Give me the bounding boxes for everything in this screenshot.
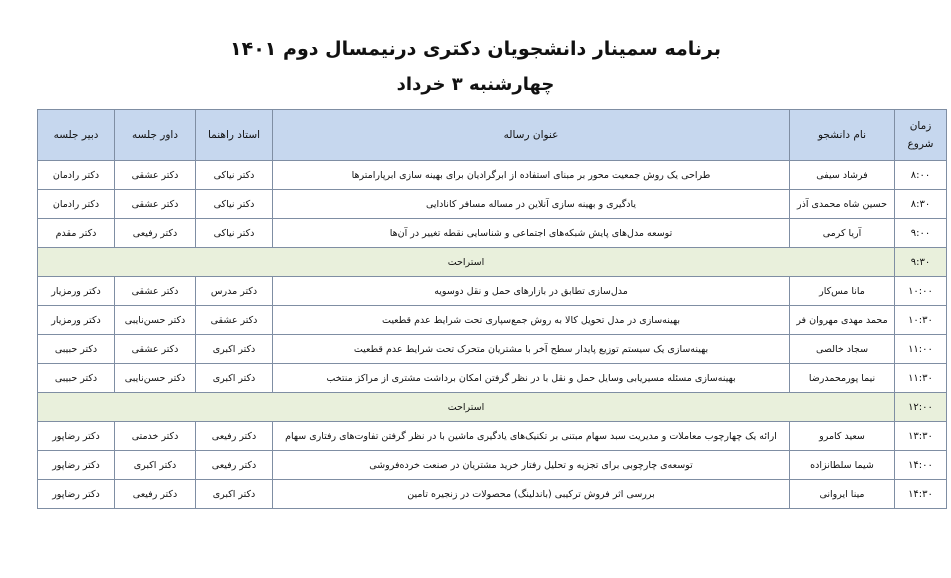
secretary-cell: دکتر مقدم	[38, 219, 115, 248]
referee-cell: دکتر اکبری	[115, 451, 196, 480]
table-row	[38, 422, 947, 451]
start-time-cell: ۱۰:۳۰	[895, 306, 947, 335]
student-cell: نیما پورمحمدرضا	[790, 364, 895, 393]
advisor-cell: دکتر نیاکی	[196, 190, 273, 219]
student-cell: حسین شاه محمدی آذر	[790, 190, 895, 219]
referee-cell: دکتر عشقی	[115, 277, 196, 306]
start-time-cell: ۹:۰۰	[895, 219, 947, 248]
advisor-cell: دکتر مدرس	[196, 277, 273, 306]
start-time-cell: ۸:۰۰	[895, 161, 947, 190]
table-body	[38, 161, 947, 509]
start-time-cell: ۱۱:۳۰	[895, 364, 947, 393]
thesis-cell: توسعه مدل‌های پایش شبکه‌های اجتماعی و شناسایی نقطه تغییر در آن‌ها	[273, 219, 790, 248]
secretary-cell: دکتر رادمان	[38, 161, 115, 190]
start-time-cell: ۱۱:۰۰	[895, 335, 947, 364]
seminar-schedule-table	[37, 109, 947, 509]
referee-cell: دکتر رفیعی	[115, 219, 196, 248]
column-header-advisor: استاد راهنما	[196, 110, 273, 161]
referee-cell: دکتر خدمتی	[115, 422, 196, 451]
table-row	[38, 219, 947, 248]
column-header-referee: داور جلسه	[115, 110, 196, 161]
referee-cell: دکتر رفیعی	[115, 480, 196, 509]
advisor-cell: دکتر اکبری	[196, 364, 273, 393]
advisor-cell: دکتر نیاکی	[196, 219, 273, 248]
start-time-cell: ۸:۳۰	[895, 190, 947, 219]
thesis-cell: توسعه‌ی چارچوبی برای تجزیه و تحلیل رفتار خرید مشتریان در صنعت خرده‌فروشی	[273, 451, 790, 480]
break-row	[38, 393, 947, 422]
advisor-cell: دکتر رفیعی	[196, 451, 273, 480]
secretary-cell: دکتر رضاپور	[38, 480, 115, 509]
referee-cell: دکتر حسن‌نایبی	[115, 306, 196, 335]
student-cell: شیما سلطانزاده	[790, 451, 895, 480]
student-cell: مانا مس‌کار	[790, 277, 895, 306]
start-time-cell: ۱۴:۰۰	[895, 451, 947, 480]
table-row	[38, 306, 947, 335]
secretary-cell: دکتر رضاپور	[38, 451, 115, 480]
break-label-cell: استراحت	[38, 393, 895, 422]
student-cell: سعید کامرو	[790, 422, 895, 451]
secretary-cell: دکتر ورمزیار	[38, 277, 115, 306]
secretary-cell: دکتر حبیبی	[38, 364, 115, 393]
referee-cell: دکتر عشقی	[115, 335, 196, 364]
thesis-cell: ارائه یک چهارچوب معاملات و مدیریت سبد سهام مبتنی بر تکنیک‌های یادگیری ماشین با در نظر گرفتن تفاوت‌های رفتاری سهام	[273, 422, 790, 451]
thesis-cell: مدل‌سازی تطابق در بازارهای حمل و نقل دوسویه	[273, 277, 790, 306]
student-cell: مینا ایروانی	[790, 480, 895, 509]
thesis-cell: بهینه‌سازی مسئله مسیریابی وسایل حمل و نقل با در نظر گرفتن امکان برداشت مشتری از مراکز منتخب	[273, 364, 790, 393]
page-subtitle: چهارشنبه ۳ خرداد	[396, 74, 555, 95]
referee-cell: دکتر عشقی	[115, 161, 196, 190]
start-time-cell: ۹:۳۰	[895, 248, 947, 277]
referee-cell: دکتر حسن‌نایبی	[115, 364, 196, 393]
table-row	[38, 480, 947, 509]
table-row	[38, 161, 947, 190]
referee-cell: دکتر عشقی	[115, 190, 196, 219]
break-label-cell: استراحت	[38, 248, 895, 277]
table-row	[38, 451, 947, 480]
table-header-row	[38, 110, 947, 161]
table-row	[38, 364, 947, 393]
column-header-thesis: عنوان رساله	[273, 110, 790, 161]
column-header-secretary: دبیر جلسه	[38, 110, 115, 161]
column-header-start-time	[895, 110, 947, 161]
break-row	[38, 248, 947, 277]
student-cell: محمد مهدی مهروان فر	[790, 306, 895, 335]
secretary-cell: دکتر ورمزیار	[38, 306, 115, 335]
table-row	[38, 190, 947, 219]
start-time-cell: ۱۳:۳۰	[895, 422, 947, 451]
start-time-cell: ۱۴:۳۰	[895, 480, 947, 509]
thesis-cell: بررسی اثر فروش ترکیبی (باندلینگ) محصولات در زنجیره تامین	[273, 480, 790, 509]
advisor-cell: دکتر اکبری	[196, 480, 273, 509]
student-cell: سجاد خالصی	[790, 335, 895, 364]
column-header-time-line2: شروع	[907, 138, 934, 150]
start-time-cell: ۱۲:۰۰	[895, 393, 947, 422]
student-cell: آریا کرمی	[790, 219, 895, 248]
advisor-cell: دکتر رفیعی	[196, 422, 273, 451]
column-header-student: نام دانشجو	[790, 110, 895, 161]
column-header-time-line1: زمان	[909, 120, 932, 132]
thesis-cell: طراحی یک روش جمعیت محور بر مبنای استفاده از ابرگرادیان برای بهینه سازی ابرپارامترها	[273, 161, 790, 190]
advisor-cell: دکتر نیاکی	[196, 161, 273, 190]
page-title: برنامه سمینار دانشجویان دکتری درنیمسال دوم ۱۴۰۱	[230, 38, 721, 60]
student-cell: فرشاد سیفی	[790, 161, 895, 190]
table-row	[38, 277, 947, 306]
thesis-cell: یادگیری و بهینه سازی آنلاین در مساله مسافر کانادایی	[273, 190, 790, 219]
start-time-cell: ۱۰:۰۰	[895, 277, 947, 306]
thesis-cell: بهینه‌سازی در مدل تحویل کالا به روش جمع‌سپاری تحت شرایط عدم قطعیت	[273, 306, 790, 335]
secretary-cell: دکتر حبیبی	[38, 335, 115, 364]
secretary-cell: دکتر رادمان	[38, 190, 115, 219]
advisor-cell: دکتر اکبری	[196, 335, 273, 364]
advisor-cell: دکتر عشقی	[196, 306, 273, 335]
table-row	[38, 335, 947, 364]
thesis-cell: بهینه‌سازی یک سیستم توزیع پایدار سطح آخر با مشتریان متحرک تحت شرایط عدم قطعیت	[273, 335, 790, 364]
secretary-cell: دکتر رضاپور	[38, 422, 115, 451]
